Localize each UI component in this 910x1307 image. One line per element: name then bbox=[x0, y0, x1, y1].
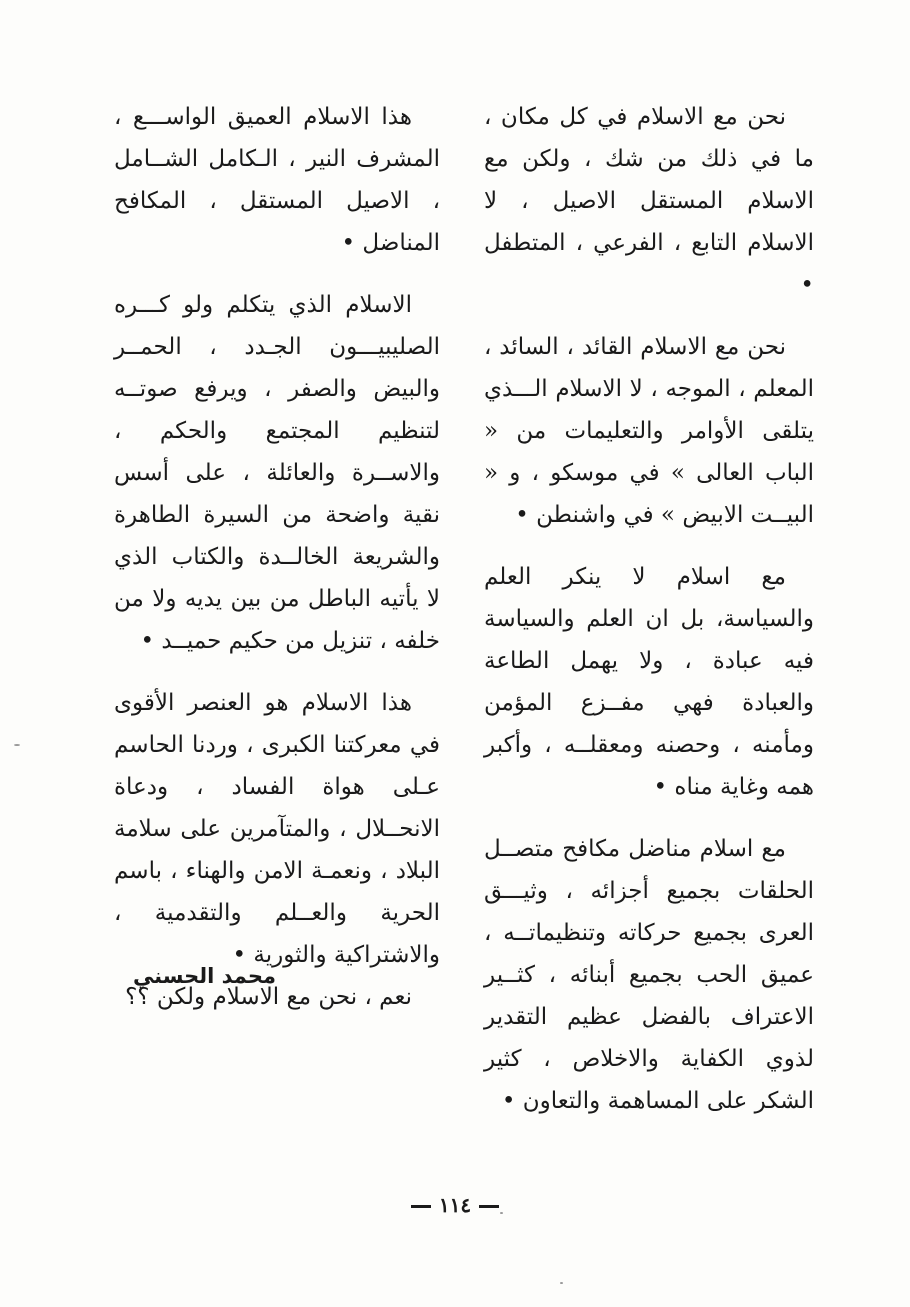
paragraph-speaking-islam: الاسلام الذي يتكلم ولو كـــره الصليبيـــون الجـدد ، الحمــر والبيض والصفر ، ويرفع صوتــه لتنظيم المجتمع والحكم ، والاســرة والعائلة ، على أسس نقية واضحة من السيرة الطاهرة والشريعة الخالــدة والكتاب الذي لا يأتيه الباطل من بين يديه ولا من خلفه ، تنزيل من حكيم حميــد • bbox=[114, 292, 440, 654]
dash-right bbox=[479, 1205, 499, 1208]
page-number-text: ١١٤ bbox=[438, 1193, 472, 1217]
scan-speck bbox=[14, 744, 20, 746]
paragraph-struggling-islam: مع اسلام مناضل مكافح متصــل الحلقات بجميع أجزائه ، وثيـــق العرى بجميع حركاته وتنظيماتــه ، عميق الحب بجميع أبنائه ، كثــير الاعتراف بالفضل عظيم التقدير لذوي الكفاية والاخلاص ، كثير الشكر على المساهمة والتعاون • bbox=[484, 836, 814, 1114]
paragraph-strongest-element: هذا الاسلام هو العنصر الأقوى في معركتنا الكبرى ، وردنا الحاسم عـلى هواة الفساد ، ودعاة الانحــلال ، والمتآمرين على سلامة البلاد ، ونعمـة الامن والهناء ، باسم الحرية والعــلم والتقدمية ، والاشتراكية والثورية • bbox=[114, 690, 440, 968]
paragraph-leading-islam: نحن مع الاسلام القائد ، السائد ، المعلم ، الموجه ، لا الاسلام الـــذي يتلقى الأوامر والتعليمات من « الباب العالى » في موسكو ، و « البيــت الابيض » في واشنطن • bbox=[484, 334, 814, 528]
scan-speck bbox=[560, 1282, 563, 1284]
scan-speck bbox=[500, 1212, 503, 1214]
left-column bbox=[114, 96, 440, 1038]
page-number bbox=[0, 1193, 910, 1217]
paragraph-science-politics: مع اسلام لا ينكر العلم والسياسة، بل ان العلم والسياسة فيه عبادة ، ولا يهمل الطاعة والعبادة فهي مفــزع المؤمن ومأمنه ، وحصنه ومعقلــه ، وأكبر همه وغاية مناه • bbox=[484, 564, 814, 800]
paragraph-closing-question: نعم ، نحن مع الاسلام ولكن ؟؟ bbox=[125, 984, 412, 1010]
author-signature: محمد الحسني bbox=[132, 964, 276, 988]
paragraph-islam-everywhere: نحن مع الاسلام في كل مكان ، ما في ذلك من شك ، ولكن مع الاسلام المستقل الاصيل ، لا الاسلام التابع ، الفرعي ، المتطفل • bbox=[484, 104, 814, 298]
paragraph-deep-islam: هذا الاسلام العميق الواســـع ، المشرف النير ، الـكامل الشــامل ، الاصيل المستقل ، المكافح المناضل • bbox=[114, 104, 440, 256]
dash-left bbox=[411, 1205, 431, 1208]
right-column bbox=[484, 96, 814, 1142]
